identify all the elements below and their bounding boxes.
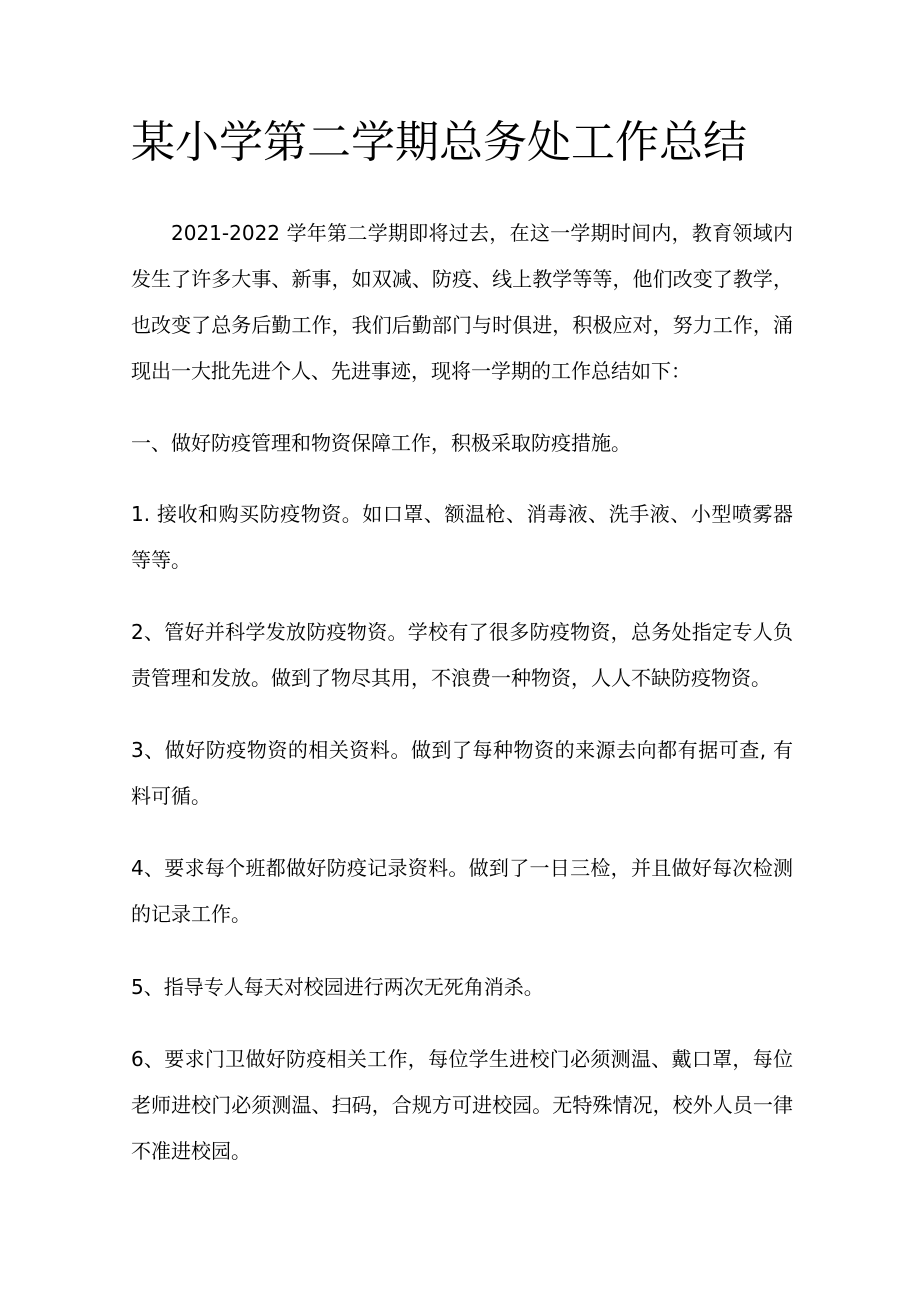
- intro-paragraph: 2021-2022 学年第二学期即将过去，在这一学期时间内，教育领域内发生了许多大事、新事，如双减、防疫、线上教学等等，他们改变了教学，也改变了总务后勤工作，我们后勤部门与时俱进，积极应对，努力工作，涌现出一大批先进个人、先进事迹，现将一学期的工作总结如下：: [131, 221, 793, 383]
- list-item-6: 6、要求门卫做好防疫相关工作，每位学生进校门必须测温、戴口罩，每位老师进校门必须测温、扫码，合规方可进校园。无特殊情况，校外人员一律不准进校园。: [131, 1047, 793, 1163]
- list-item-3: 3、做好防疫物资的相关资料。做到了每种物资的来源去向都有据可查, 有料可循。: [131, 738, 793, 808]
- list-item-4: 4、要求每个班都做好防疫记录资料。做到了一日三检，并且做好每次检测的记录工作。: [131, 856, 793, 926]
- section-heading: 一、做好防疫管理和物资保障工作，积极采取防疫措施。: [131, 431, 631, 455]
- list-item-5: 5、指导专人每天对校园进行两次无死角消杀。: [131, 975, 544, 999]
- document-title: 某小学第二学期总务处工作总结: [131, 117, 747, 168]
- list-item-1: 1. 接收和购买防疫物资。如口罩、额温枪、消毒液、洗手液、小型喷雾器等等。: [131, 502, 793, 572]
- list-item-2: 2、管好并科学发放防疫物资。学校有了很多防疫物资，总务处指定专人负责管理和发放。做到了物尽其用，不浪费一种物资，人人不缺防疫物资。: [131, 620, 793, 690]
